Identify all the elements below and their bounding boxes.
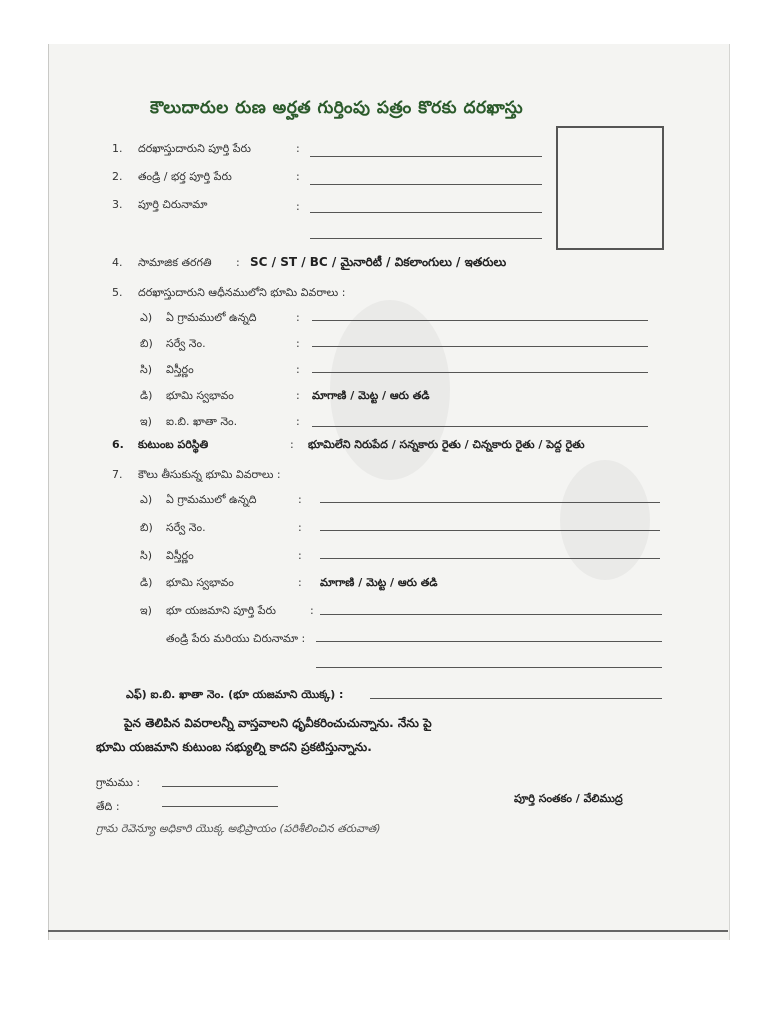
date-label: తేది : [96,800,120,813]
address-line-2[interactable] [310,238,542,239]
field-colon: : [296,311,300,324]
field-colon: : [296,337,300,350]
signature-label: పూర్తి సంతకం / వేలిముద్ర [514,792,623,805]
village-label: గ్రామము : [96,776,141,789]
owner-father-address-label: తండ్రి పేరు మరియు చిరునామా : [166,632,306,645]
social-class-options[interactable]: SC / ST / BC / మైనారిటీ / వికలాంగులు / ఇతరులు [250,255,507,269]
field-label-father-name: తండ్రి / భర్త పూర్తి పేరు [138,170,232,183]
paper-stain [560,460,650,580]
field-number: 7. [112,468,123,481]
item-key: ఇ) [140,415,152,428]
field-number: 5. [112,286,123,299]
field-colon: : [298,576,302,589]
item-label-village: ఏ గ్రామములో ఉన్నది [166,493,257,506]
item-key: ఎ) [140,311,153,324]
field-colon: : [298,549,302,562]
s5-extent-line[interactable] [312,372,648,373]
owner-father-address-line-2[interactable] [316,667,662,668]
item-key: ఎ) [140,493,153,506]
item-key: డి) [140,389,153,402]
field-number: 4. [112,256,123,269]
item-label-land-type: భూమి స్వభావం [166,389,234,402]
field-colon: : [298,521,302,534]
item-label-village: ఏ గ్రామములో ఉన్నది [166,311,257,324]
item-key: ఇ) [140,604,152,617]
item-key: డి) [140,576,153,589]
field-colon: : [236,256,240,269]
s7-land-type-options[interactable]: మాగాణి / మెట్ట / ఆరు తడి [320,576,438,589]
applicant-name-line[interactable] [310,156,542,157]
item-label-land-type: భూమి స్వభావం [166,576,234,589]
owner-father-address-line-1[interactable] [316,641,662,642]
item-label-extent: విస్తీర్ణం [166,363,194,376]
s7-ib-account-label: ఎఫ్) ఐ.బి. ఖాతా నెం. (భూ యజమాని యొక్క) : [126,688,344,701]
s5-village-line[interactable] [312,320,648,321]
field-label-address: పూర్తి చిరునామా [138,198,208,211]
field-colon: : [296,142,300,155]
item-label-extent: విస్తీర్ణం [166,549,194,562]
s5-land-type-options[interactable]: మాగాణి / మెట్ట / ఆరు తడి [312,389,430,402]
s7-owner-line[interactable] [320,614,662,615]
item-label-owner-name: భూ యజమాని పూర్తి పేరు [166,604,276,617]
s7-survey-line[interactable] [320,530,660,531]
s7-ib-account-line[interactable] [370,698,662,699]
item-label-ib-account: ఐ.బి. ఖాతా నెం. [166,415,238,428]
declaration-line-1: పైన తెలిపిన వివరాలన్నీ వాస్తవాలని ధృవీకరించుచున్నాను. నేను పై [124,716,432,730]
field-number: 2. [112,170,123,183]
date-line[interactable] [162,806,278,807]
field-colon: : [296,389,300,402]
vro-opinion-label: గ్రామ రెవెన్యూ అధికారి యొక్క అభిప్రాయం (పరిశీలించిన తరువాత) [96,822,381,835]
village-line[interactable] [162,786,278,787]
field-number: 3. [112,198,123,211]
field-colon: : [296,170,300,183]
field-colon: : [296,415,300,428]
photo-box [556,126,664,250]
s7-extent-line[interactable] [320,558,660,559]
form-title: కౌలుదారుల రుణ అర్హత గుర్తింపు పత్రం కొరకు దరఖాస్తు [150,98,524,118]
item-key: సి) [140,363,153,376]
father-name-line[interactable] [310,184,542,185]
field-label-family-status: కుటుంబ పరిస్థితి [138,438,209,451]
item-label-survey-no: సర్వే నెం. [166,337,206,350]
s5-ib-line[interactable] [312,426,648,427]
item-key: బి) [140,337,153,350]
field-colon: : [296,363,300,376]
field-number: 1. [112,142,123,155]
declaration-line-2: భూమి యజమాని కుటుంబ సభ్యుల్ని కాదని ప్రకటిస్తున్నాను. [96,740,372,754]
field-colon: : [298,493,302,506]
s7-village-line[interactable] [320,502,660,503]
item-key: బి) [140,521,153,534]
section5-heading: దరఖాస్తుదారుని ఆధీనములోని భూమి వివరాలు : [138,286,346,299]
paper-bottom-edge [48,930,728,932]
item-key: సి) [140,549,153,562]
field-colon: : [310,604,314,617]
family-status-options[interactable]: భూమిలేని నిరుపేద / సన్నకారు రైతు / చిన్నకారు రైతు / పెద్ద రైతు [308,438,585,451]
section7-heading: కౌలు తీసుకున్న భూమి వివరాలు : [138,468,281,481]
field-label-applicant-name: దరఖాస్తుదారుని పూర్తి పేరు [138,142,251,155]
field-colon: : [290,438,294,451]
field-label-social-class: సామాజిక తరగతి [138,256,212,269]
address-line-1[interactable] [310,212,542,213]
s5-survey-line[interactable] [312,346,648,347]
field-number: 6. [112,438,124,451]
item-label-survey-no: సర్వే నెం. [166,521,206,534]
field-colon: : [296,200,300,213]
